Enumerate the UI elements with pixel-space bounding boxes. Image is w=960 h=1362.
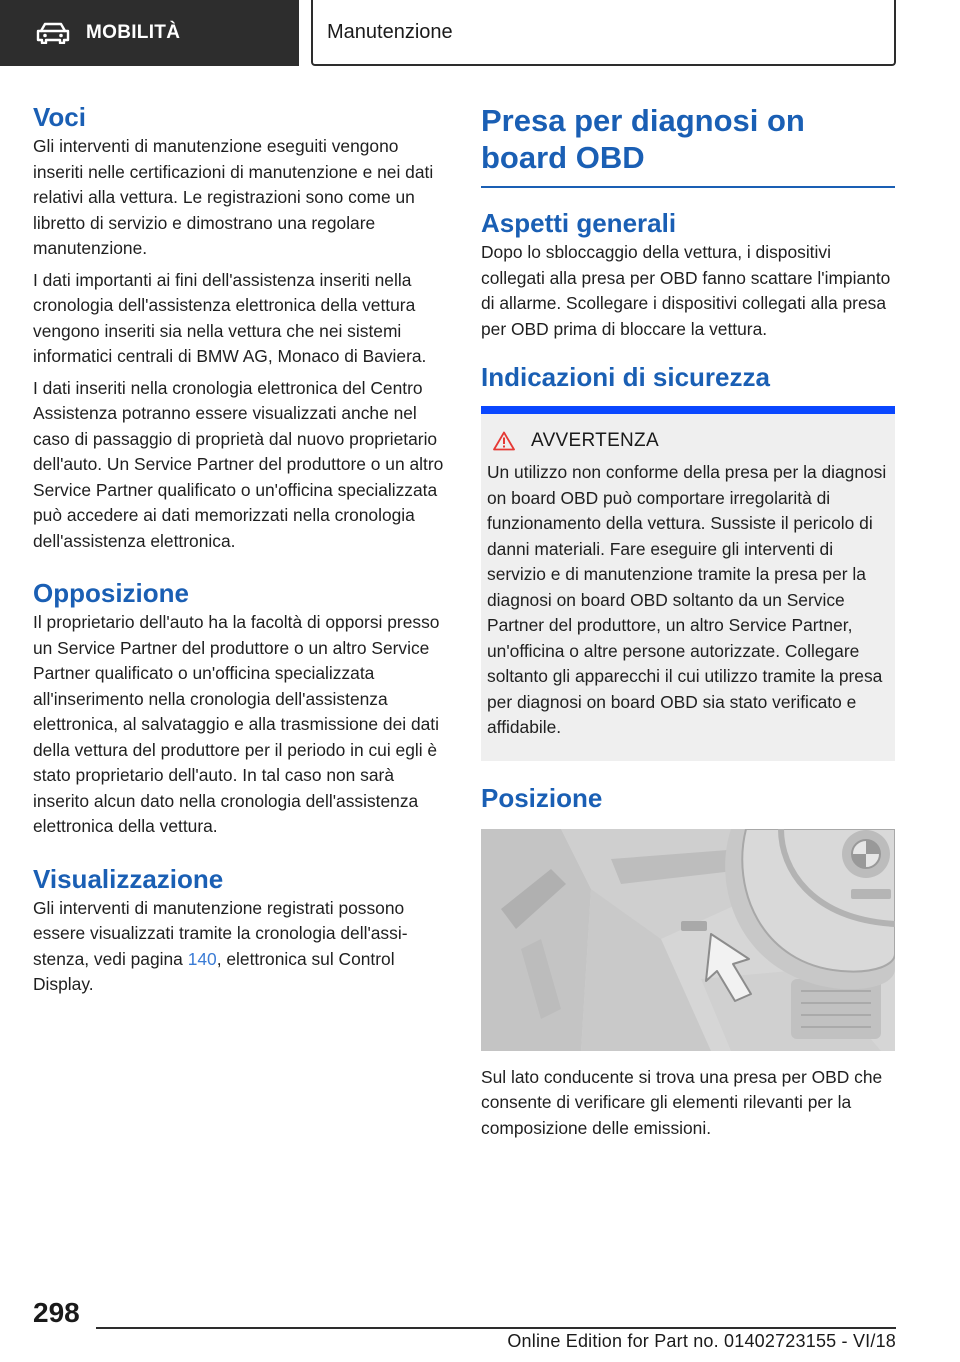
footer-edition: Online Edition for Part no. 01402723155 - VI/18 [507,1331,896,1351]
heading-indicazioni-sicurezza: Indicazioni di sicurezza [481,362,770,392]
warning-box [481,406,895,761]
heading-posizione: Posizione [481,782,603,813]
opposizione-paragraph: Il proprietario dell'auto ha la facoltà di opporsi presso un Service Partner del produttore o un altro Service Partner qualificato o un'officina specializzata all'inserimento nella cronologia dell'assistenza elettronica, al salvataggio e alla trasmissione dei dati della vettura del produttore per il periodo in cui egli è stato proprietario dell'auto. In tal caso non sarà inserito alcun dato nella cronologia dell'assistenza elettronica della vettura. [33,612,440,836]
heading-opposizione: Opposizione [33,578,189,608]
obd-illustration-drawing [481,829,895,1051]
car-icon [36,22,70,44]
footer-rule [96,1327,896,1329]
visualizzazione-text-a: Gli interventi di manutenzione registrati possono essere visualizzati tramite la cronologia dell'assistenza, vedi pagina [33,897,408,969]
left-column [33,100,445,1004]
header-chapter-title: Manutenzione [311,0,896,66]
heading-aspetti-generali: Aspetti generali [481,208,677,238]
warning-title: AVVERTENZA [531,430,659,451]
posizione-paragraph: Sul lato conducente si trova una presa per OBD che consente di verificare gli elementi rilevanti per la composizione delle emissioni. [481,1066,883,1138]
voci-paragraph-1: Gli interventi di manutenzione eseguiti vengono inseriti nelle certificazioni di manutenzione e nei dati relativi alla vettura. Le registrazioni sono come un libretto di servizio e dimostrano una regolare manutenzione. [33,136,434,258]
page-link-140[interactable]: 140 [187,948,217,969]
aspetti-paragraph: Dopo lo sbloccaggio della vettura, i dispositivi collegati alla presa per OBD fanno scattare l'impianto di allarme. Scollegare i dispositivi collegati alla presa per OBD prima di bloccare la vettura. [481,242,891,339]
right-column [481,100,895,1147]
obd-location-illustration [481,829,895,1051]
heading-visualizzazione: Visualizzazione [33,863,224,894]
heading-rule [481,186,895,188]
warning-text: Un utilizzo non conforme della presa per la diagnosi on board OBD può comportare irregolarità di funzionamento della vettura. Sussiste il pericolo di danni materiali. Fare eseguire gli interventi di servizio e di manutenzione tramite la presa per la diagnosi on board OBD soltanto da un Service Partner del produttore, un altro Service Partner, un'officina o altre persone autorizzate. Collegare soltanto gli apparecchi il cui utilizzo tramite la presa per diagnosi on board OBD sia stato verificato e affidabile. [487,462,887,737]
heading-presa-obd: Presa per diagnosi on board OBD [481,103,805,175]
visualizzazione-text-b: , elettronica sul Control Display. [33,948,395,994]
warning-triangle-icon [493,431,515,451]
header-section-label: MOBILITÀ [86,22,181,43]
warning-header [487,430,887,452]
voci-paragraph-2: I dati importanti ai fini dell'assistenza inseriti nella cronologia dell'assistenza elettronica della vettura vengono inseriti sia nella vettura che nei sistemi informatici centrali di BMW AG, Monaco di Baviera. [33,269,427,366]
visualizzazione-paragraph [33,896,445,998]
heading-voci: Voci [33,102,86,132]
voci-paragraph-3: I dati inseriti nella cronologia elettronica del Centro Assistenza potranno essere visualizzati anche nel caso di passaggio di proprietà dal nuovo proprietario dell'auto. Un Service Partner del produttore o un altro Service Partner qualificato o un'officina specializzata può accedere ai dati memorizzati nella cronologia dell'assistenza elettronica. [33,377,444,551]
header-section-tab [0,0,299,66]
page-number: 298 [33,1297,80,1328]
